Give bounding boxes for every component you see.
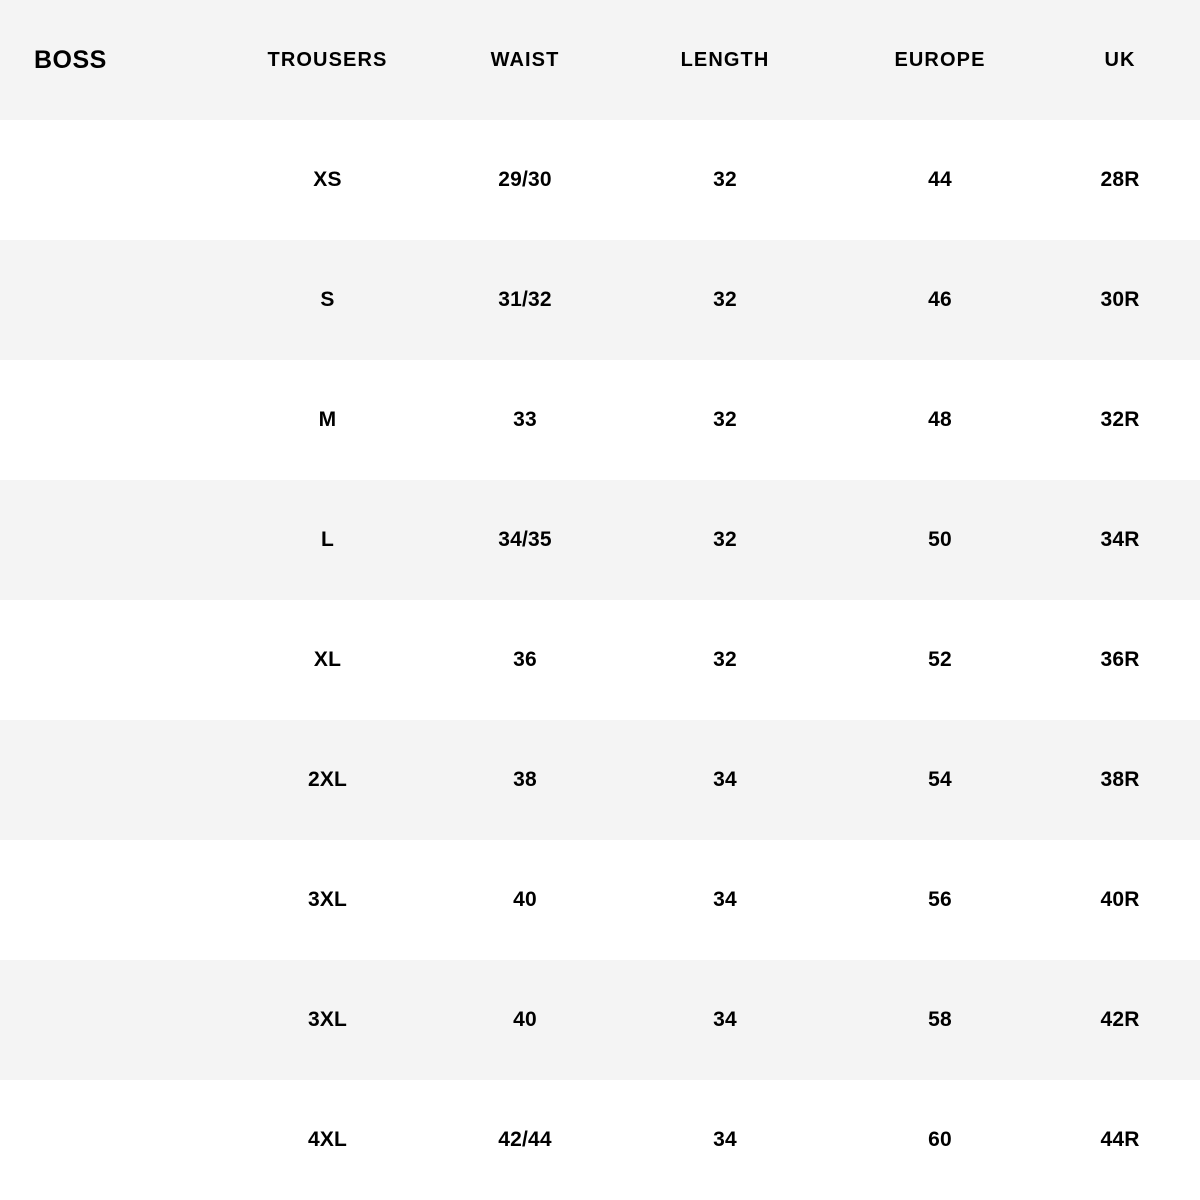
cell-size: 3XL (307, 1008, 348, 1031)
column-header-europe: EUROPE (894, 48, 986, 71)
cell-size: M (318, 408, 337, 431)
cell-europe: 46 (928, 288, 952, 311)
cell-waist: 36 (513, 648, 537, 671)
cell-waist: 40 (513, 888, 537, 911)
cell-uk: 34R (1100, 528, 1140, 551)
cell-waist: 34/35 (498, 528, 552, 551)
cell-waist: 40 (513, 1008, 537, 1031)
cell-uk: 30R (1100, 288, 1140, 311)
cell-size: 4XL (307, 1128, 348, 1151)
cell-uk: 42R (1100, 1008, 1140, 1031)
cell-size: XL (313, 648, 342, 671)
table-row (0, 960, 1200, 1080)
cell-europe: 56 (928, 888, 952, 911)
cell-uk: 36R (1100, 648, 1140, 671)
cell-europe: 54 (928, 768, 952, 791)
cell-uk: 28R (1100, 168, 1140, 191)
table-row (0, 120, 1200, 240)
column-header-waist: WAIST (490, 48, 560, 71)
cell-europe: 50 (928, 528, 952, 551)
cell-size: S (320, 288, 335, 311)
cell-length: 34 (713, 1008, 737, 1031)
brand-logo-cell (0, 46, 215, 75)
cell-uk: 40R (1100, 888, 1140, 911)
cell-size: L (320, 528, 335, 551)
cell-waist: 38 (513, 768, 537, 791)
cell-length: 34 (713, 888, 737, 911)
cell-length: 34 (713, 1128, 737, 1151)
cell-uk: 32R (1100, 408, 1140, 431)
table-row (0, 840, 1200, 960)
table-row (0, 1080, 1200, 1200)
cell-length: 32 (713, 648, 737, 671)
cell-size: XS (313, 168, 342, 191)
table-row (0, 720, 1200, 840)
cell-waist: 31/32 (498, 288, 552, 311)
boss-logo: BOSS (34, 45, 107, 74)
cell-uk: 44R (1100, 1128, 1140, 1151)
table-row (0, 240, 1200, 360)
cell-length: 32 (713, 288, 737, 311)
cell-length: 34 (713, 768, 737, 791)
cell-waist: 33 (513, 408, 537, 431)
cell-waist: 29/30 (498, 168, 552, 191)
cell-europe: 44 (928, 168, 952, 191)
cell-europe: 52 (928, 648, 952, 671)
cell-length: 32 (713, 408, 737, 431)
cell-size: 3XL (307, 888, 348, 911)
cell-uk: 38R (1100, 768, 1140, 791)
cell-europe: 48 (928, 408, 952, 431)
column-header-uk: UK (1104, 48, 1136, 71)
table-row (0, 480, 1200, 600)
cell-length: 32 (713, 168, 737, 191)
cell-europe: 58 (928, 1008, 952, 1031)
column-header-trousers: TROUSERS (267, 48, 388, 71)
cell-length: 32 (713, 528, 737, 551)
cell-size: 2XL (307, 768, 348, 791)
table-row (0, 360, 1200, 480)
column-header-length: LENGTH (680, 48, 770, 71)
cell-waist: 42/44 (498, 1128, 552, 1151)
table-header-row (0, 0, 1200, 120)
table-row (0, 600, 1200, 720)
cell-europe: 60 (928, 1128, 952, 1151)
